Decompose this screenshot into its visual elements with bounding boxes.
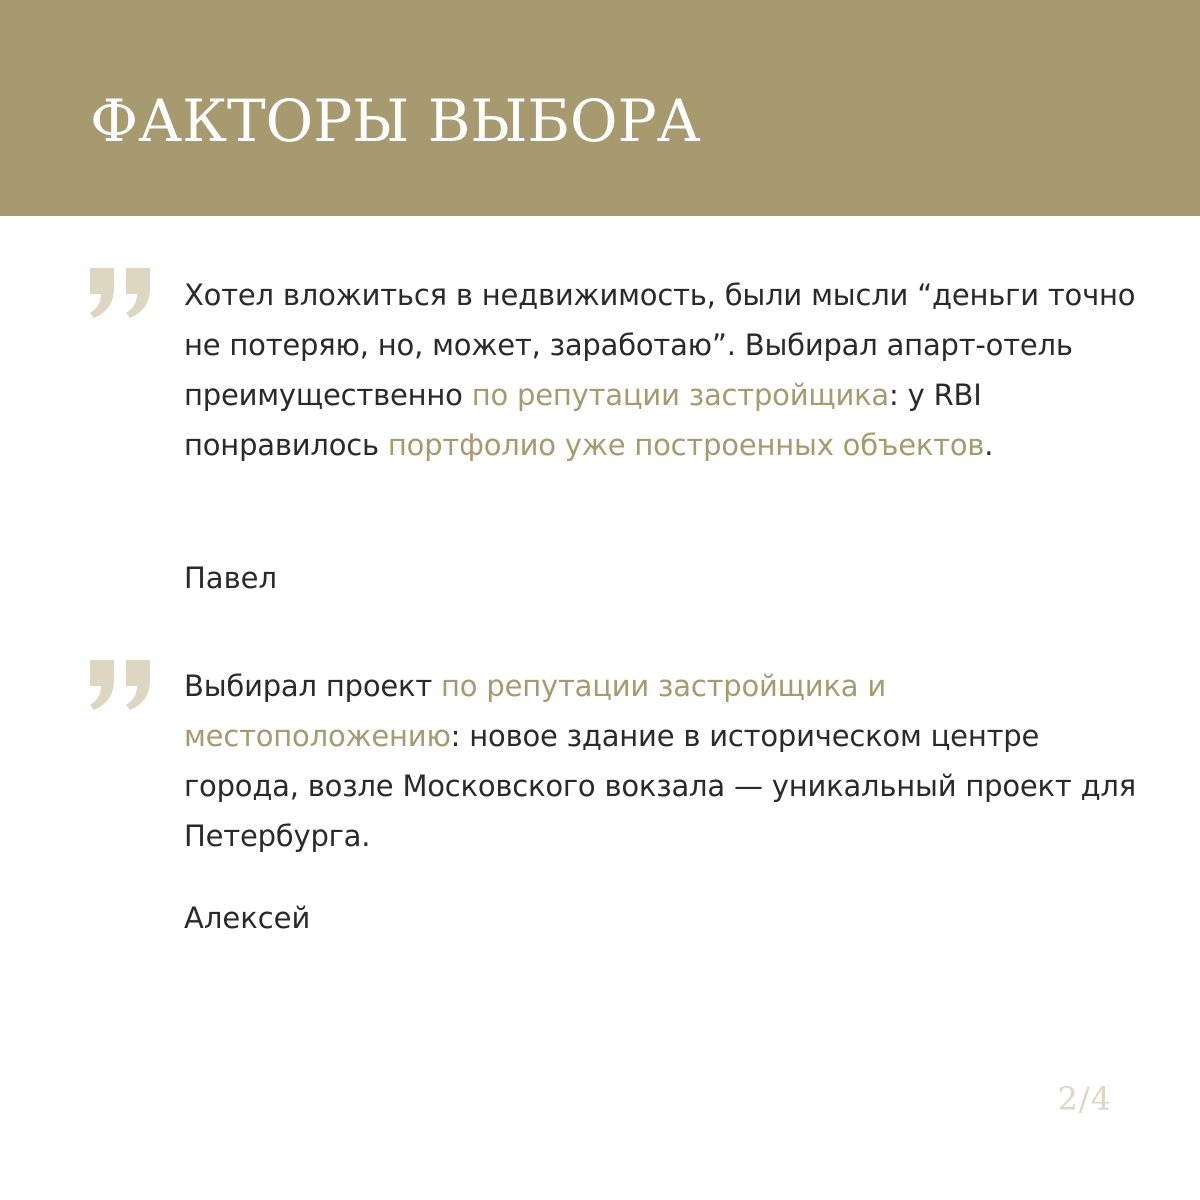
testimonial-highlight: портфолио уже построенных объектов [387, 428, 985, 462]
page-total: 4 [1090, 1080, 1112, 1118]
testimonial-text [184, 270, 1144, 470]
testimonial-text-part: Хотел вложиться в недвижимость, были мысли “деньги точно не потеряю, но, может, заработаю”. Выбирал апарт-отель преимущественно [184, 278, 1136, 412]
testimonial-highlight: по репутации застройщика и местоположению [184, 669, 886, 753]
page-current: 2 [1057, 1080, 1079, 1118]
header-banner [0, 0, 1200, 216]
page-indicator [1058, 1080, 1113, 1118]
testimonial-text-part: . [984, 428, 994, 462]
testimonial-author: Павел [184, 561, 278, 595]
testimonial-text-part: : новое здание в историческом центре города, возле Московского вокзала — уникальный проект для Петербурга. [184, 719, 1137, 853]
testimonial-text-part: Выбирал проект [184, 669, 442, 703]
quote-icon [84, 660, 156, 712]
testimonial-author: Алексей [184, 901, 311, 935]
page-separator: / [1078, 1080, 1091, 1118]
testimonial-text [184, 661, 1144, 861]
testimonial-text-part: : у RBI понравилось [184, 378, 982, 462]
quote-icon [84, 268, 156, 320]
page-title: ФАКТОРЫ ВЫБОРА [90, 87, 701, 155]
testimonial-highlight: по репутации застройщика [471, 378, 890, 412]
